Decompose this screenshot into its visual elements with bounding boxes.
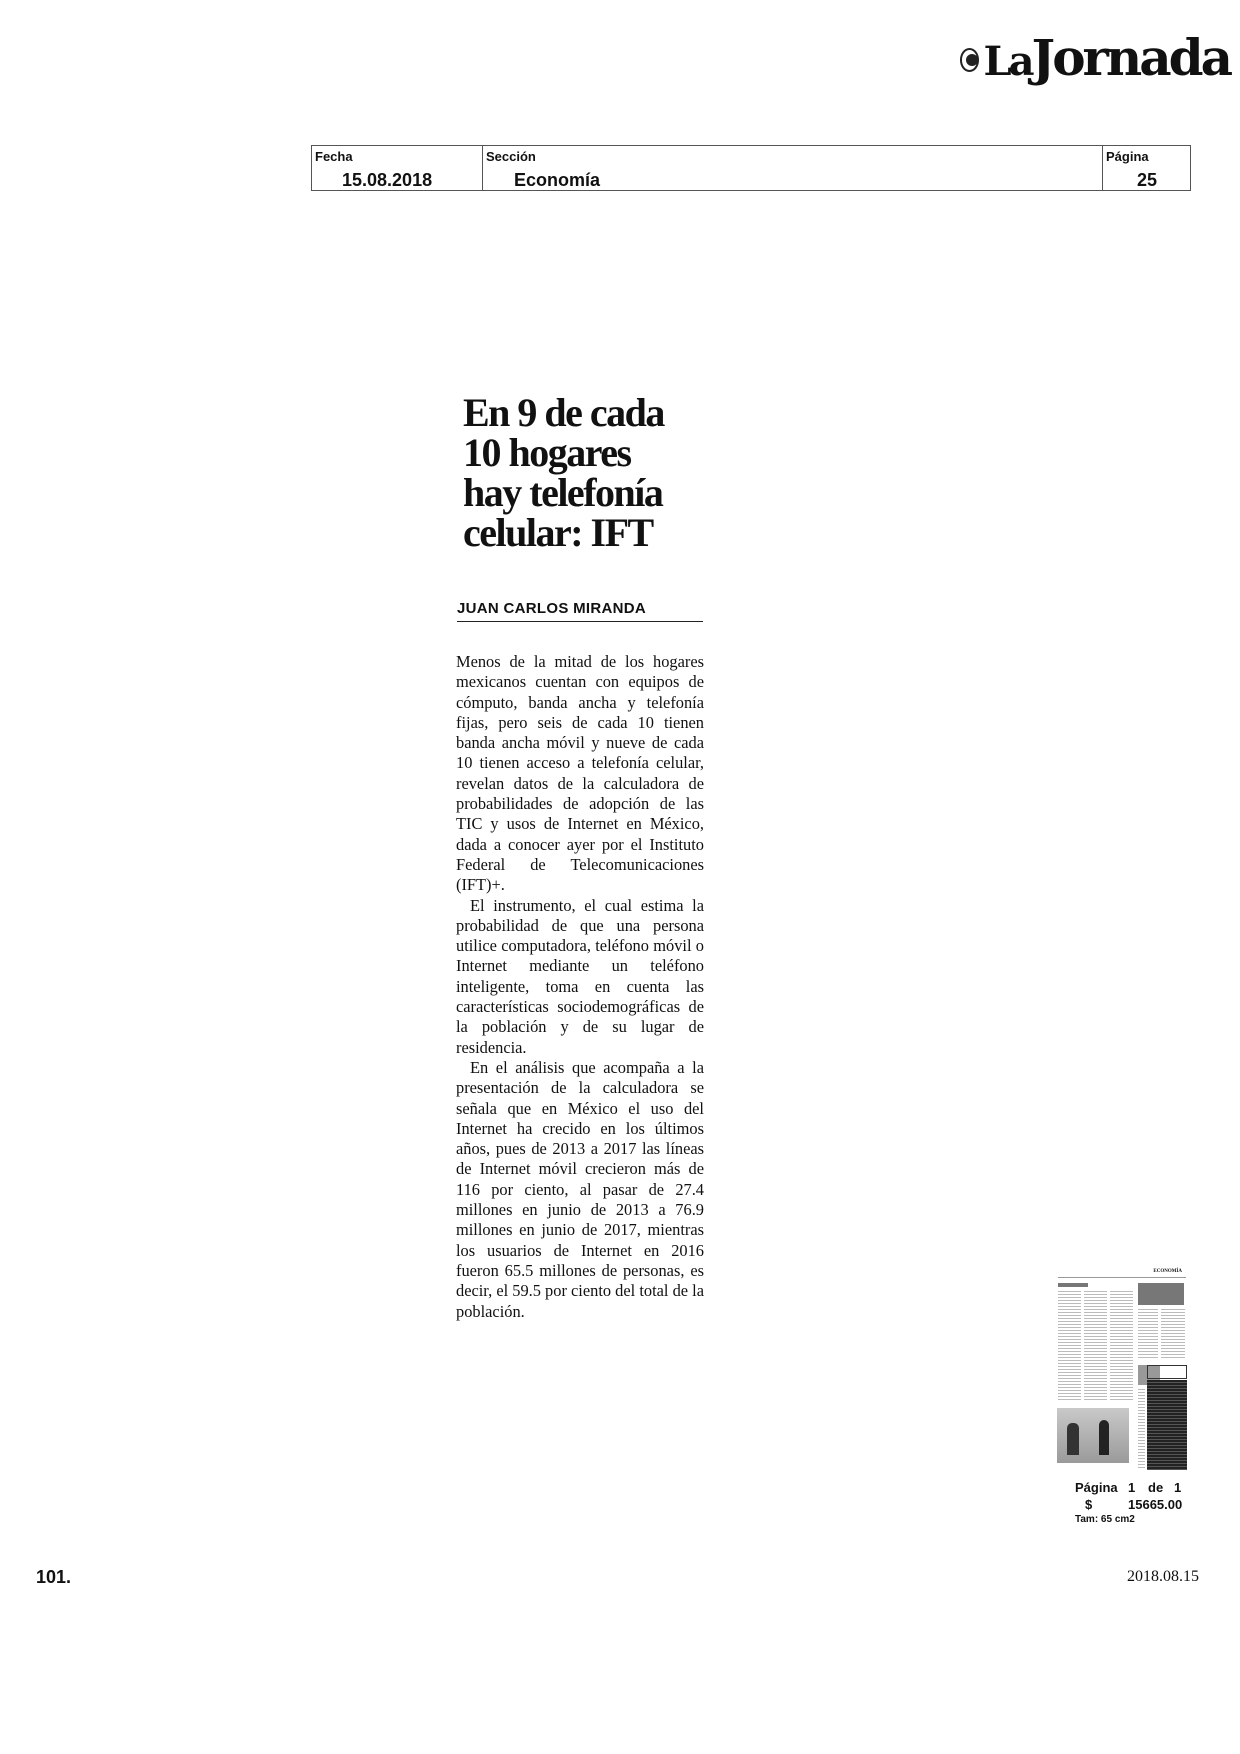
pagina-value: 25 — [1137, 170, 1158, 190]
fecha-value: 15.08.2018 — [342, 170, 433, 190]
de-label: de — [1148, 1480, 1164, 1495]
article-headline — [463, 390, 723, 555]
price-amount: 15665.00 — [1128, 1497, 1183, 1512]
seccion-value: Economía — [514, 170, 601, 190]
headline-line: 10 hogares — [463, 430, 631, 475]
article-body — [456, 652, 704, 1322]
pagina-label-small: Página — [1075, 1480, 1118, 1495]
article-paragraph: El instrumento, el cual estima la probabilidad de que una persona utilice computadora, teléfono móvil o Internet mediante un teléfono inteligente, toma en cuenta las características sociodemográficas de la población y de su lugar de residencia. — [456, 895, 704, 1057]
currency-symbol: $ — [1085, 1497, 1093, 1512]
thumbnail-photo — [1057, 1408, 1129, 1463]
price-row — [1060, 1497, 1200, 1514]
thumbnail-header — [1058, 1269, 1186, 1278]
size-row — [1060, 1514, 1200, 1528]
page-number: 1 — [1128, 1480, 1136, 1495]
pagina-cell — [1103, 146, 1190, 190]
metadata-table — [311, 145, 1191, 191]
article-byline: JUAN CARLOS MIRANDA — [457, 600, 703, 622]
fecha-label: Fecha — [315, 149, 353, 164]
page-info — [1060, 1480, 1200, 1528]
page-total: 1 — [1174, 1480, 1182, 1495]
footer-number: 101. — [36, 1567, 72, 1587]
thumbnail-section: ECONOMÍA — [1153, 1269, 1182, 1274]
seccion-label: Sección — [486, 149, 536, 164]
headline-line: En 9 de cada — [463, 390, 664, 435]
seccion-cell — [483, 146, 1103, 190]
page-thumbnail — [1052, 1265, 1190, 1475]
article-paragraph: En el análisis que acompaña a la presentación de la calculadora se señala que en México el uso del Internet ha crecido en los últimos años, pues de 2013 a 2017 las líneas de Internet móvil crecieron más de 116 por ciento, al pasar de 27.4 millones en junio de 2013 a 76.9 millones en junio de 2017, mientras los usuarios de Internet en 2016 fueron 65.5 millones de personas, es decir, el 59.5 por ciento del total de la población. — [456, 1057, 704, 1321]
headline-line: hay telefonía — [463, 470, 663, 515]
footer-date: 2018.08.15 — [1127, 1568, 1199, 1585]
pagina-label: Página — [1106, 149, 1149, 164]
newspaper-wordmark: LaJornada — [983, 28, 1230, 87]
article-paragraph: Menos de la mitad de los hogares mexicanos cuentan con equipos de cómputo, banda ancha y telefonía fijas, pero seis de cada 10 tienen banda ancha móvil y nueve de cada 10 tienen acceso a telefonía celular, revelan datos de la calculadora de probabilidades de adopción de las TIC y usos de Internet en México, dada a conocer ayer por el Instituto Federal de Telecomunicaciones (IFT)+. — [456, 652, 704, 895]
fecha-cell — [312, 146, 483, 190]
headline-line: celular: IFT — [463, 510, 653, 555]
seal-icon — [960, 48, 979, 72]
page-count-row — [1060, 1480, 1200, 1497]
masthead-logo — [960, 28, 1230, 88]
size-text: Tam: 65 cm2 — [1075, 1514, 1135, 1525]
